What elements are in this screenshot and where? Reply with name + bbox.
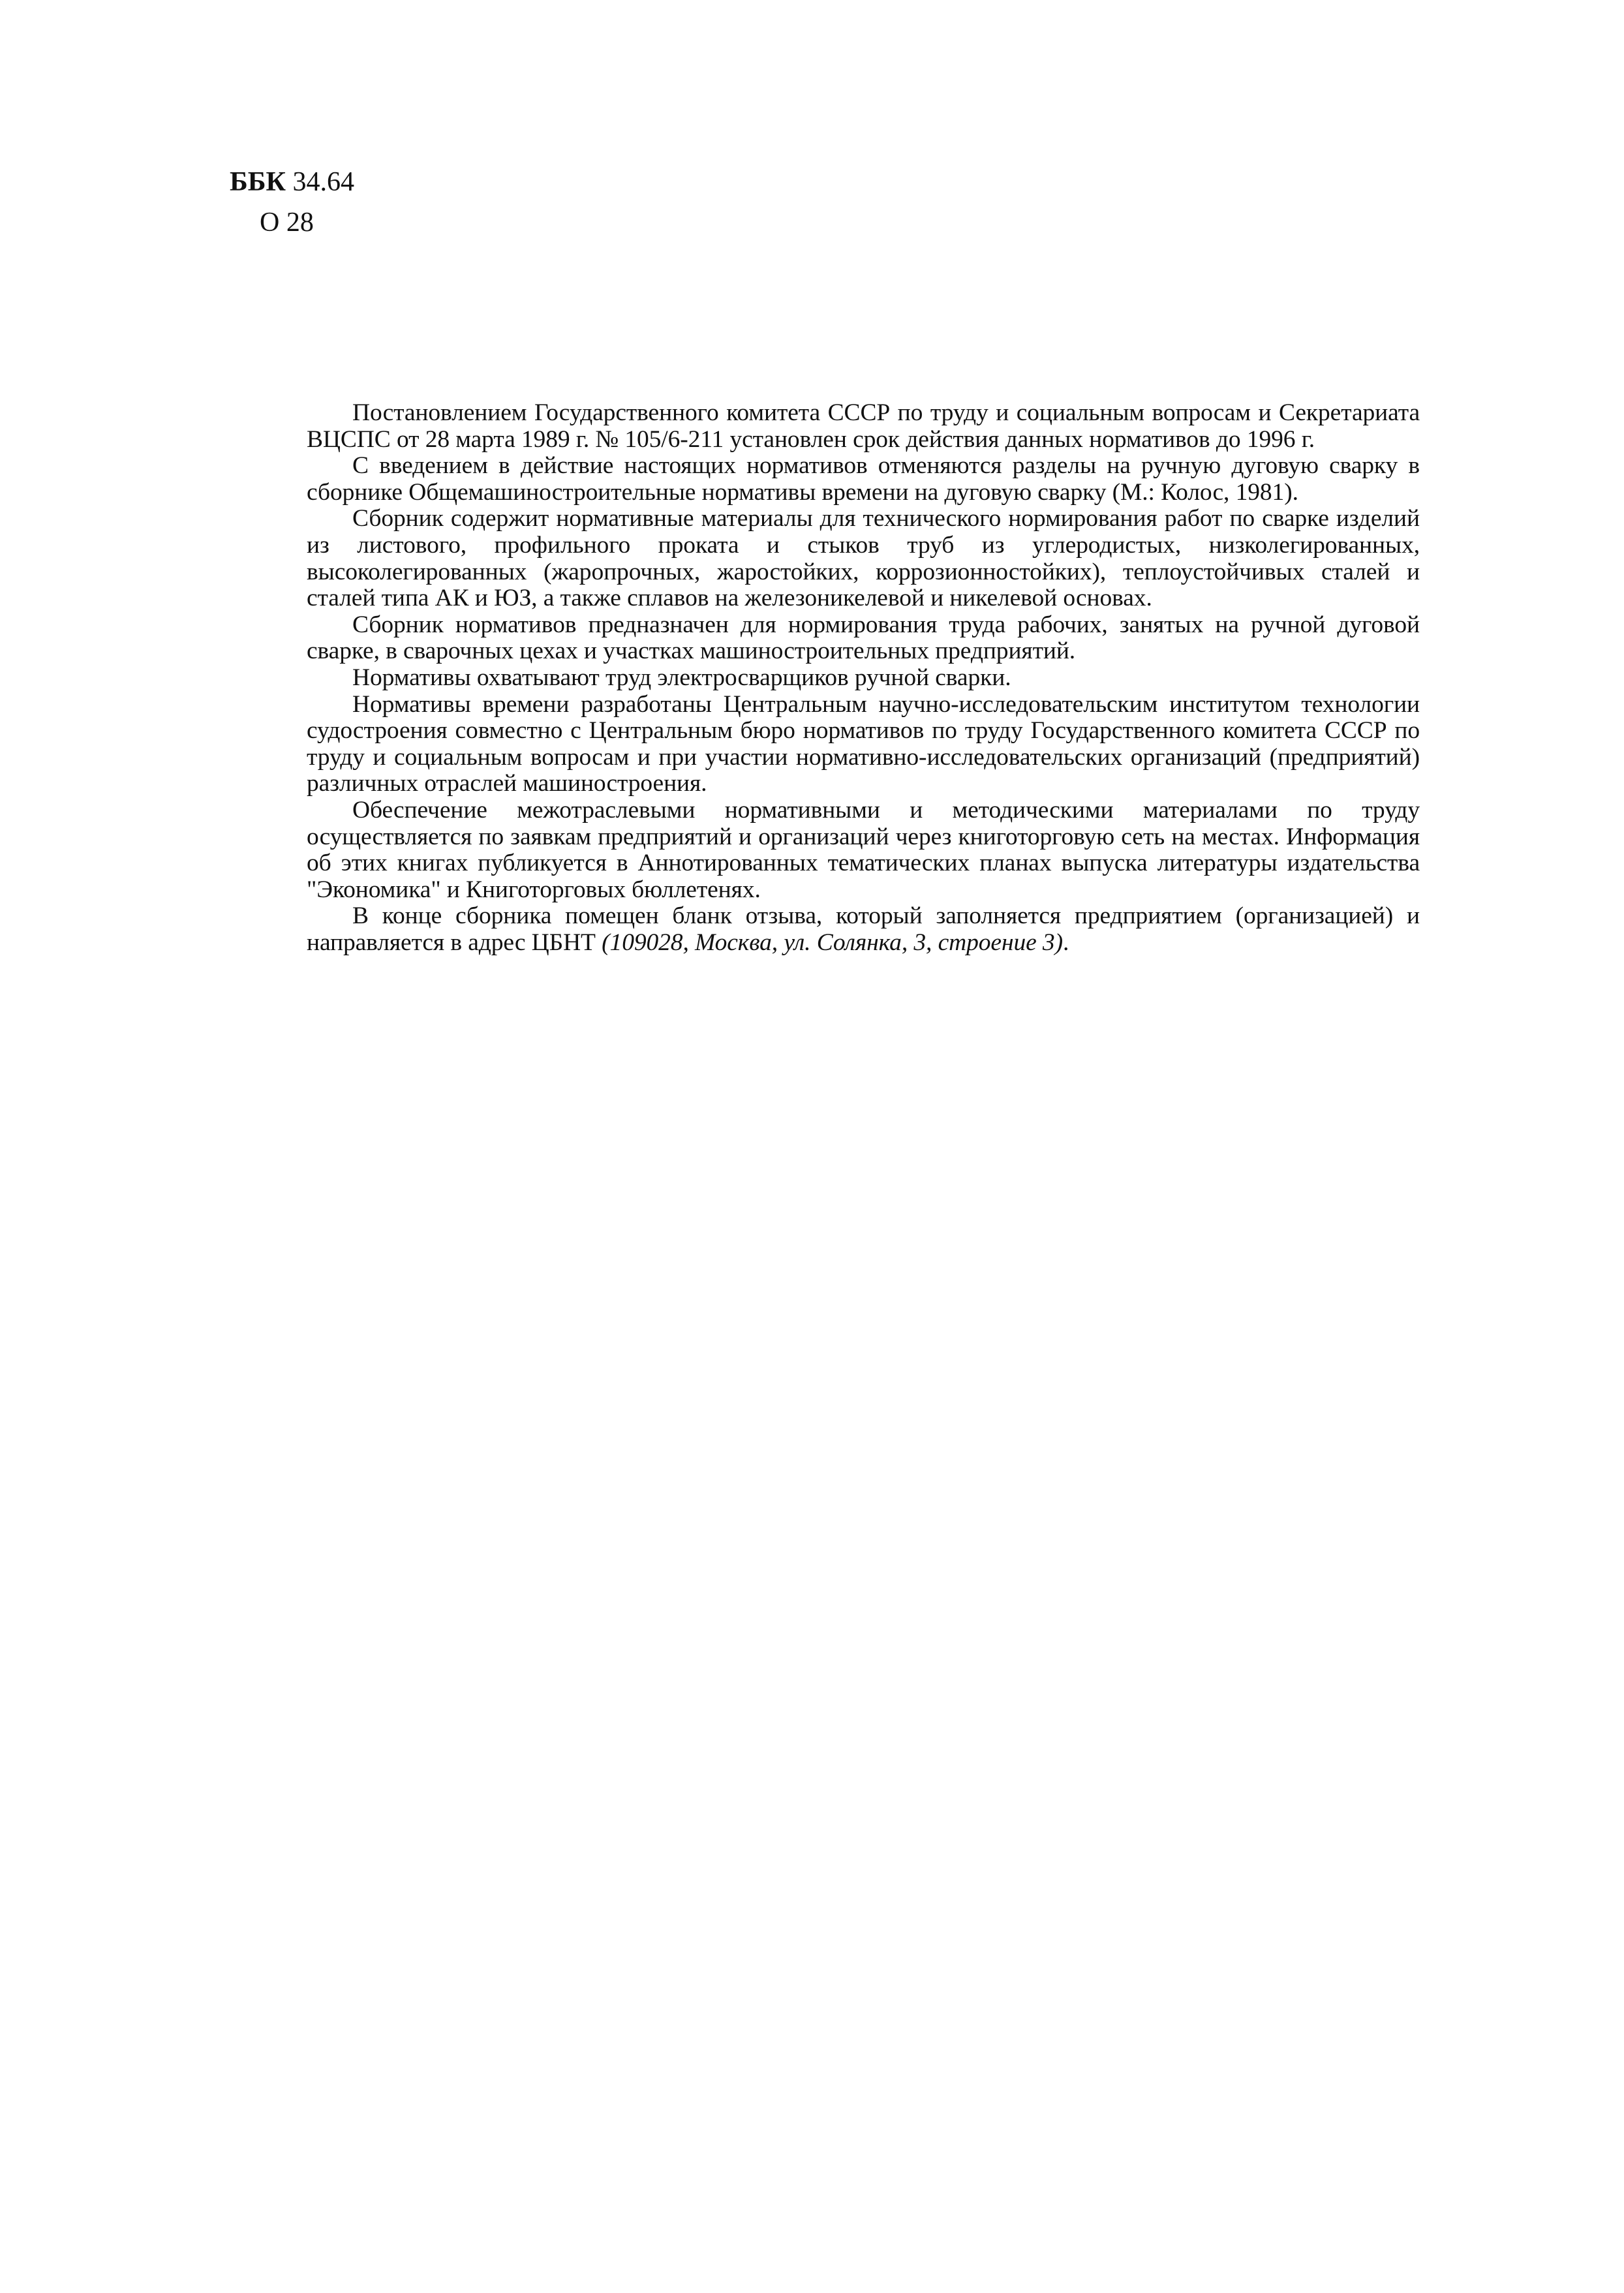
body-text xyxy=(307,400,1420,956)
paragraph-validity: Постановлением Государственного комитета СССР по труду и социальным вопросам и Секретариата ВЦСПС от 28 марта 1989 г. № 105/6-211 установлен срок действия данных нормативов до 1996 г. xyxy=(307,399,1420,453)
paragraph-distribution: Обеспечение межотраслевыми нормативными и методическими материалами по труду осуществляется по заявкам предприятий и организаций через книготорговую сеть на местах. Информация об этих книгах публикуется в Аннотированных тематических планах выпуска литературы издательства "Экономика" и Книготорговых бюллетенях. xyxy=(307,796,1420,903)
paragraph-replacement: С введением в действие настоящих нормативов отменяются разделы на ручную дуговую сварку в сборнике Общемашиностроительные нормативы времени на дуговую сварку (М.: Колос, 1981). xyxy=(307,452,1420,506)
paragraph-feedback xyxy=(307,903,1420,956)
bbk-label: ББК xyxy=(230,167,286,197)
feedback-text: В конце сборника помещен бланк отзыва, который заполняется предприятием (организацией) и направляется в адрес ЦБНТ xyxy=(307,902,1420,956)
paragraph-contents: Сборник содержит нормативные материалы для технического нормирования работ по сварке изделий из листового, профильного проката и стыков труб из углеродистых, низколегированных, высоколегированных (жаропрочных, жаростойких, коррозионностойких), теплоустойчивых сталей и сталей типа АК и ЮЗ, а также сплавов на железоникелевой и никелевой основах. xyxy=(307,505,1420,612)
bbk-line xyxy=(230,162,354,202)
paragraph-purpose: Сборник нормативов предназначен для нормирования труда рабочих, занятых на ручной дуговой сварке, в сварочных цехах и участках машиностроительных предприятий. xyxy=(307,611,1420,665)
paragraph-developers: Нормативы времени разработаны Центральным научно-исследовательским институтом технологии судостроения совместно с Центральным бюро нормативов по труду Государственного комитета СССР по труду и социальным вопросам и при участии нормативно-исследовательских организаций (предприятий) различных отраслей машиностроения. xyxy=(307,690,1420,797)
feedback-end: . xyxy=(1062,929,1069,956)
paragraph-scope: Нормативы охватывают труд электросварщиков ручной сварки. xyxy=(352,664,1011,691)
author-mark: О 28 xyxy=(260,208,314,238)
classification-block xyxy=(230,162,354,243)
feedback-address: (109028, Москва, ул. Солянка, 3, строение 3) xyxy=(602,929,1063,956)
bbk-code: 34.64 xyxy=(292,167,354,197)
